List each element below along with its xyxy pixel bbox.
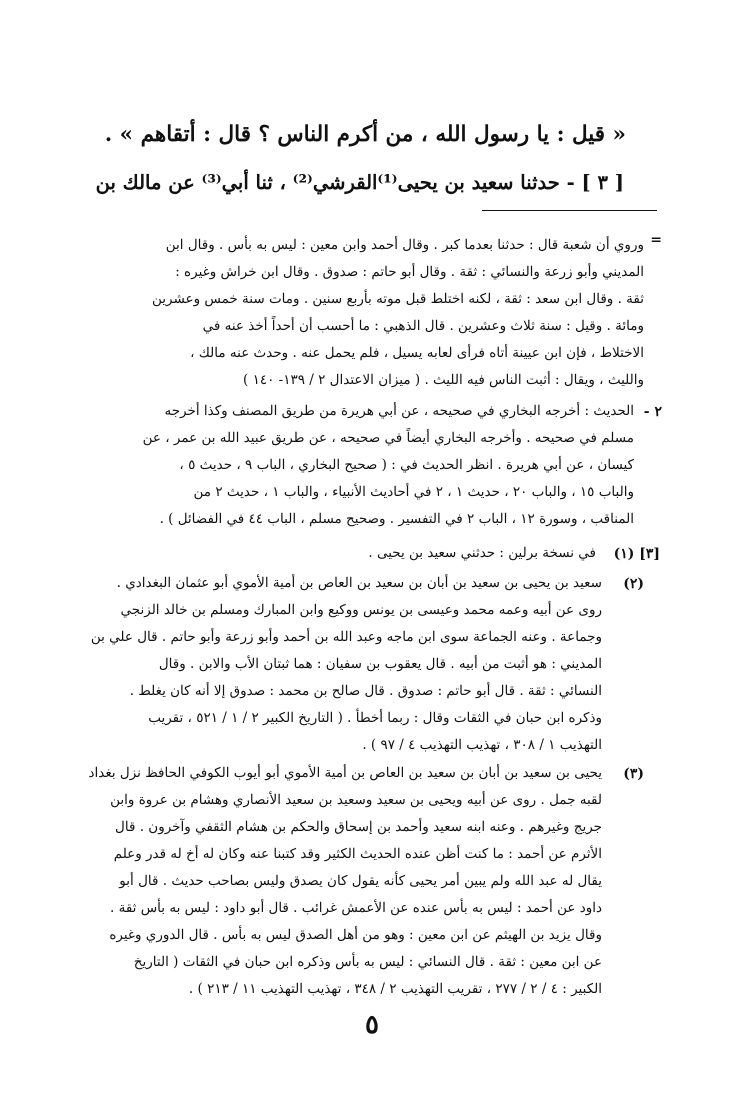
footnote-2-line: وذكره ابن حبان في الثقات وقال : ربما أخطأ . ( التاريخ الكبير ٢ / ١ / ٥٢١ ، تقريب xyxy=(148,710,602,726)
footnote-3-line: جريج وغيرهم . وعنه ابنه سعيد وأحمد بن إسحاق والحكم بن هشام الثقفي وآخرون . قال xyxy=(115,819,602,835)
footnote-2-line: النسائي : ثقة . قال أبو حاتم : صدوق . قال صالح بن محمد : صدوق إلا أنه كان يغلط . xyxy=(129,683,602,699)
footnote-3-line: وقال يزيد بن الهيثم عن ابن معين : وهو من أهل الصدق ليس به بأس . قال الدوري وغيره xyxy=(109,927,602,943)
note-1-marker: = xyxy=(650,232,662,248)
note-2-marker: ٢ - xyxy=(643,404,662,420)
footnote-3-line: الأثرم عن أحمد : ما كنت أظن عنده الحديث الكثير وقد كتبنا عنه وكان له أخ له قدر وعلم xyxy=(113,846,602,862)
footnote-2-line: وجماعة . وعنه الجماعة سوى ابن ماجه وعبد الله بن أحمد وأبو زرعة وأبو حاتم . قال علي بن xyxy=(90,629,602,645)
footnote-1-line: في نسخة برلين : حدثني سعيد بن يحيى . xyxy=(368,545,596,561)
note-2-line: كيسان ، عن أبي هريرة . انظر الحديث في : ( صحيح البخاري ، الباب ٩ ، حديث ٥ ، xyxy=(179,457,634,473)
footnote-2-line: سعيد بن يحيى بن سعيد بن أبان بن سعيد بن العاص بن أمية الأموي أبو عثمان البغدادي . xyxy=(116,575,602,591)
note-1-line: ثقة . وقال ابن سعد : ثقة ، لكنه اختلط قبل موته بأربع سنين . ومات سنة خمس وعشرين xyxy=(152,291,644,307)
note-2 xyxy=(79,398,634,533)
footnote-divider xyxy=(482,210,657,211)
note-1-line: المديني وأبو زرعة والنسائي : ثقة . وقال أبو حاتم : صدوق . وقال ابن خراش وغيره : xyxy=(175,264,644,280)
main-text-line-1: « قيل : يا رسول الله ، من أكرم الناس ؟ قال : أتقاهم » . xyxy=(104,122,626,147)
footnote-3-line: لقبه جمل . روى عن أبيه ويحيى بن سعيد وسعيد بن سعيد الأنصاري وهشام بن عروة وابن xyxy=(110,792,602,808)
footnote-1-marker: [٣] (١) xyxy=(613,546,660,562)
footnote-2-marker: (٢) xyxy=(623,576,644,592)
footnote-2-line: روى عن أبيه وعمه محمد وعيسى بن يونس ووكيع وابن المبارك ومسلم بن خالد الزنجي xyxy=(120,602,602,618)
note-1-line: ومائة . وقيل : سنة ثلاث وعشرين . قال الذهبي : ما أحسب أن أحداً أخذ عنه في xyxy=(202,318,644,334)
footnote-2 xyxy=(62,570,602,759)
footnote-3-line: عن ابن معين : ثقة . قال النسائي : ليس به بأس وذكره ابن حبان في الثقات ( التاريخ xyxy=(133,954,602,970)
footnote-2-line: التهذيب ١ / ٣٠٨ ، تهذيب التهذيب ٤ / ٩٧ ) . xyxy=(362,737,602,753)
note-2-line: والباب ١٥ ، والباب ٢٠ ، حديث ١ ، ٢ في أحاديث الأنبياء ، والباب ١ ، حديث ٢ من xyxy=(193,484,634,500)
footnote-3-marker: (٣) xyxy=(623,766,644,782)
footnote-3-line: الكبير : ٤ / ٢ / ٢٧٧ ، تقريب التهذيب ٢ / ٣٤٨ ، تهذيب التهذيب ١١ / ٢١٣ ) . xyxy=(188,981,602,997)
note-2-line: الحديث : أخرجه البخاري في صحيحه ، عن أبي هريرة من طريق المصنف وكذا أخرجه xyxy=(164,403,634,419)
main-text-line-2: [ ٣ ] - حدثنا سعيد بن يحيى⁽¹⁾القرشي⁽²⁾ ، ثنا أبي⁽³⁾ عن مالك بن xyxy=(95,171,624,194)
note-1-line: وروي أن شعبة قال : حدثنا بعدما كبر . وقال أحمد وابن معين : ليس به بأس . وقال ابن xyxy=(165,237,644,253)
footnote-1 xyxy=(96,540,596,567)
footnote-2-line: المديني : هو أثبت من أبيه . قال يعقوب بن سفيان : هما ثبتان الأب والابن . وقال xyxy=(158,656,602,672)
note-2-line: المناقب ، وسورة ١٢ ، الباب ٢ في التفسير . وصحيح مسلم ، الباب ٤٤ في الفضائل ) . xyxy=(159,511,634,527)
footnote-3-line: داود عن أحمد : ليس به بأس عنده عن الأعمش غرائب . قال أبو داود : ليس به بأس ثقة . xyxy=(110,900,602,916)
footnote-3 xyxy=(42,760,602,1003)
page-number: ٥ xyxy=(365,1010,379,1040)
footnote-3-line: يحيى بن سعيد بن أبان بن سعيد بن العاص بن أمية الأموي أبو أيوب الكوفي الحافظ نزل بغداد xyxy=(88,765,602,781)
note-1 xyxy=(84,232,644,394)
note-1-line: والليث ، ويقال : أثبت الناس فيه الليث . ( ميزان الاعتدال ٢ / ١٣٩- ١٤٠ ) xyxy=(243,372,644,388)
footnote-3-line: يقال له عبد الله ولم يبين أمر يحيى كأنه يقول كان يصدق وليس بصاحب حديث . قال أبو xyxy=(119,873,602,889)
note-1-line: الاختلاط ، فإن ابن عيينة أتاه فرأى لعابه يسيل ، فلم يحمل عنه . وحدث عنه مالك ، xyxy=(190,345,644,361)
note-2-line: مسلم في صحيحه . وأخرجه البخاري أيضاً في صحيحه ، عن طريق عبيد الله بن عمر ، عن xyxy=(142,430,634,446)
